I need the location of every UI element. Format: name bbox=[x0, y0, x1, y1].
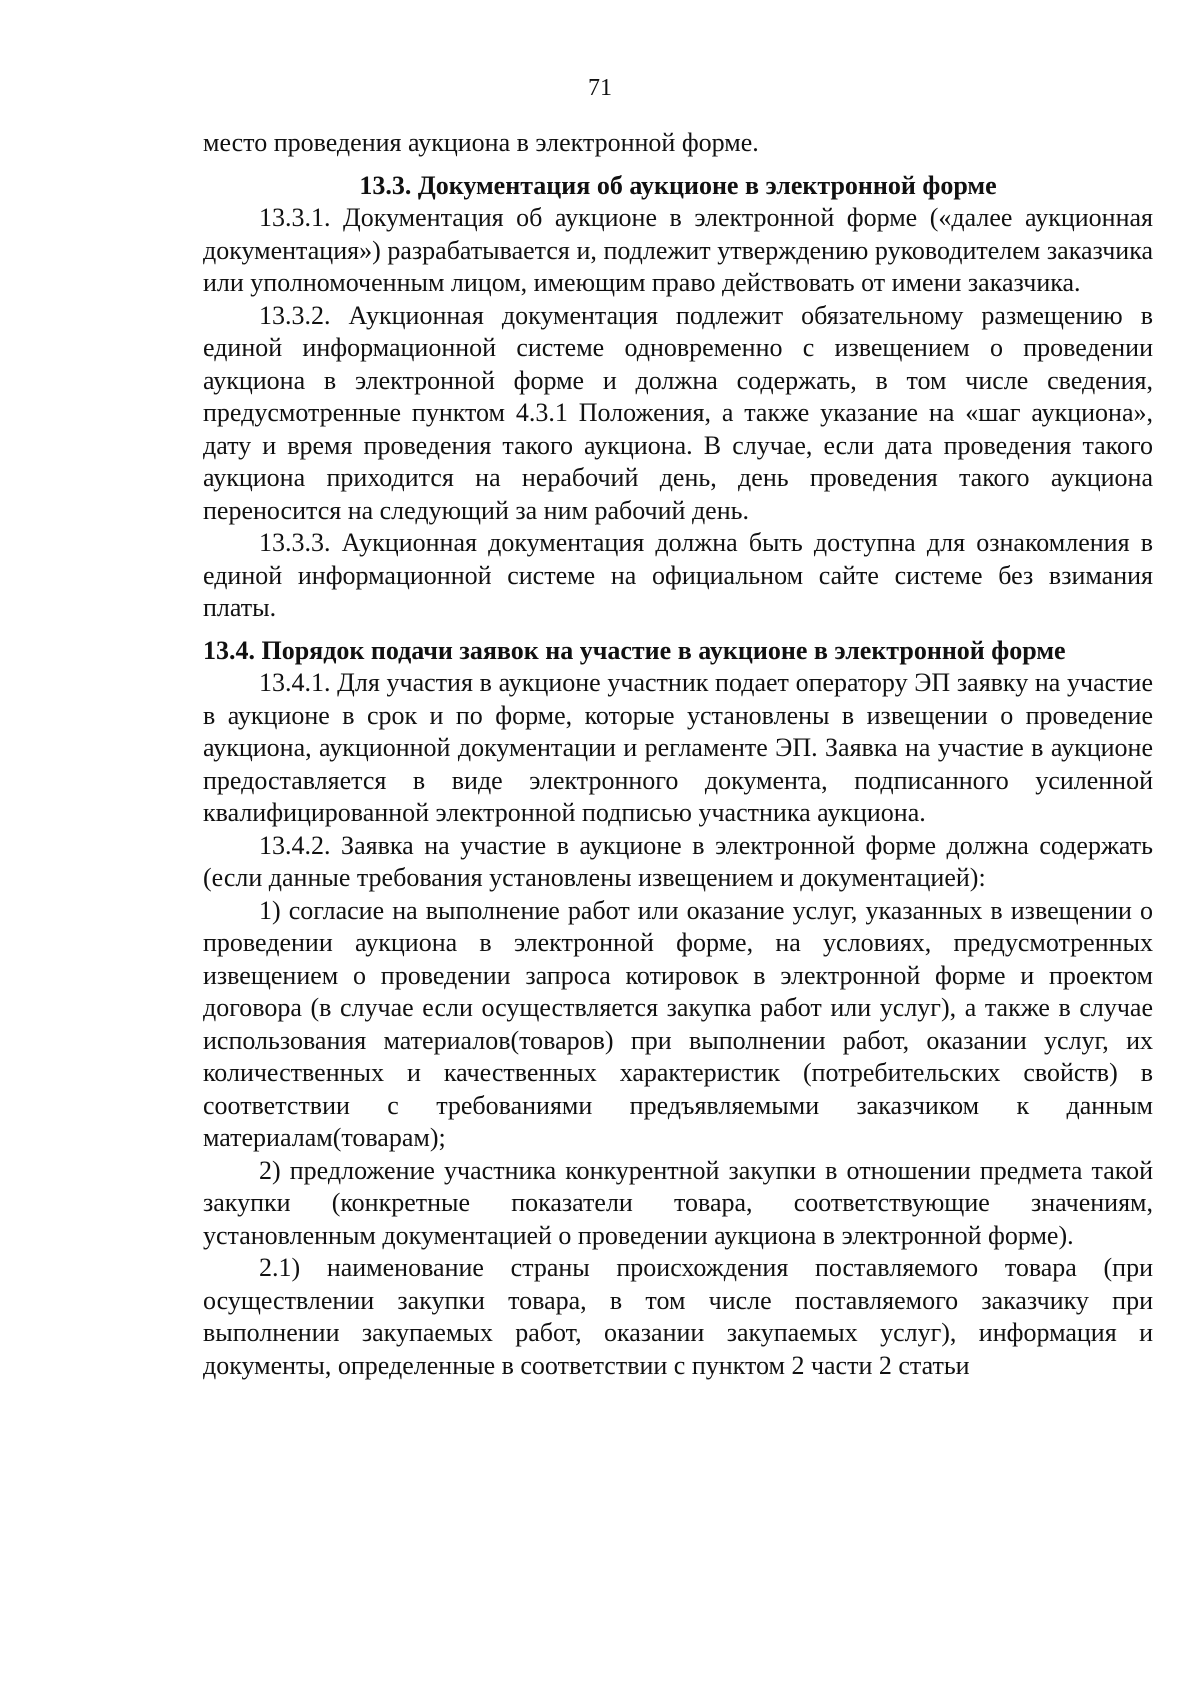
paragraph-13-4-1: 13.4.1. Для участия в аукционе участник подает оператору ЭП заявку на участие в аукционе в срок и по форме, которые установлены в извещении о проведение аукциона, аукционной документации и регламенте ЭП. Заявка на участие в аукционе предоставляется в виде электронного документа, подписанного усиленной квалифицированной электронной подписью участника аукциона. bbox=[203, 668, 1153, 827]
document-body bbox=[203, 127, 1153, 1382]
paragraph-continuation: место проведения аукциона в электронной форме. bbox=[203, 128, 759, 157]
paragraph-13-3-3: 13.3.3. Аукционная документация должна быть доступна для ознакомления в единой информационной системе на официальном сайте системе без взимания платы. bbox=[203, 528, 1153, 622]
list-item-1: 1) согласие на выполнение работ или оказание услуг, указанных в извещении о проведении аукциона в электронной форме, на условиях, предусмотренных извещением о проведении запроса котировок в электронной форме и проектом договора (в случае если осуществляется закупка работ или услуг), а также в случае использования материалов(товаров) при выполнении работ, оказании услуг, их количественных и качественных характеристик (потребительских свойств) в соответствии с требованиями предъявляемыми заказчиком к данным материалам(товарам); bbox=[203, 895, 1153, 1152]
paragraph-13-3-2: 13.3.2. Аукционная документация подлежит обязательному размещению в единой информационной системе одновременно с извещением о проведении аукциона в электронной форме и должна содержать, в том числе сведения, предусмотренные пунктом 4.3.1 Положения, а также указание на «шаг аукциона», дату и время проведения такого аукциона. В случае, если дата проведения такого аукциона приходится на нерабочий день, день проведения такого аукциона переносится на следующий за ним рабочий день. bbox=[203, 300, 1153, 525]
paragraph-13-3-1: 13.3.1. Документация об аукционе в электронной форме («далее аукционная документация») разрабатывается и, подлежит утверждению руководителем заказчика или уполномоченным лицом, имеющим право действовать от имени заказчика. bbox=[203, 203, 1153, 297]
page-number: 71 bbox=[588, 75, 612, 101]
paragraph-13-4-2: 13.4.2. Заявка на участие в аукционе в электронной форме должна содержать (если данные требования установлены извещением и документацией): bbox=[203, 830, 1153, 892]
section-heading-13-4: 13.4. Порядок подачи заявок на участие в аукционе в электронной форме bbox=[203, 635, 1066, 665]
section-heading-13-3: 13.3. Документация об аукционе в электронной форме bbox=[359, 170, 997, 200]
list-item-2-1: 2.1) наименование страны происхождения поставляемого товара (при осуществлении закупки товара, в том числе поставляемого заказчику при выполнении закупаемых работ, оказании закупаемых услуг), информация и документы, определенные в соответствии с пунктом 2 части 2 статьи bbox=[203, 1253, 1153, 1380]
list-item-2: 2) предложение участника конкурентной закупки в отношении предмета такой закупки (конкретные показатели товара, соответствующие значениям, установленным документацией о проведении аукциона в электронной форме). bbox=[203, 1155, 1153, 1250]
